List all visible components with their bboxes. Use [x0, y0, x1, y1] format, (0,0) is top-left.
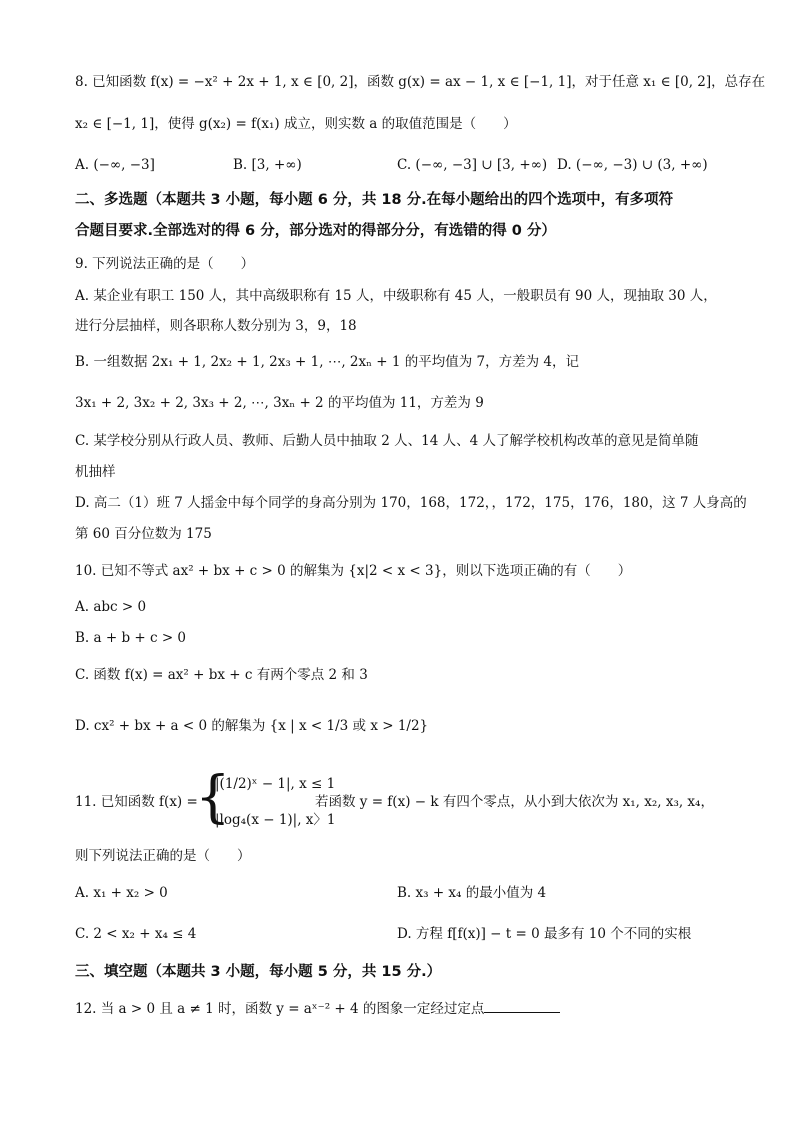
section2-heading-line2: 合题目要求.全部选对的得 6 分，部分选对的得部分分，有选错的得 0 分） [75, 223, 556, 239]
q9-stem: 9. 下列说法正确的是（ ） [75, 256, 255, 272]
q10-stem: 10. 已知不等式 ax² + bx + c > 0 的解集为 {x|2 < x < 3}，则以下选项正确的有（ ） [75, 563, 632, 579]
q11-option-a: A. x₁ + x₂ > 0 [75, 885, 168, 901]
q12-answer-blank [484, 998, 560, 1013]
q8-option-c: C. (−∞, −3] ∪ [3, +∞) [397, 157, 548, 173]
q11-suffix: 若函数 y = f(x) − k 有四个零点，从小到大依次为 x₁, x₂, x₃, x₄， [315, 794, 714, 810]
q9-option-a-line1: A. 某企业有职工 150 人，其中高级职称有 15 人，中级职称有 45 人，一般职员有 90 人，现抽取 30 人， [75, 288, 717, 304]
section3-heading: 三、填空题（本题共 3 小题，每小题 5 分，共 15 分.） [75, 964, 442, 980]
q9-option-c-line2: 机抽样 [75, 464, 116, 480]
q10-option-c: C. 函数 f(x) = ax² + bx + c 有两个零点 2 和 3 [75, 667, 368, 683]
q11-case-1: |(1/2)ˣ − 1|, x ≤ 1 [215, 776, 336, 792]
section2-heading-line1: 二、多选题（本题共 3 小题，每小题 6 分，共 18 分.在每小题给出的四个选项中，有多项符 [75, 192, 674, 208]
q8-line2: x₂ ∈ [−1, 1]，使得 g(x₂) = f(x₁) 成立，则实数 a 的取值范围是（ ） [75, 116, 517, 132]
q11-left-brace: { [195, 765, 231, 830]
q9-option-c-line1: C. 某学校分别从行政人员、教师、后勤人员中抽取 2 人、14 人、4 人了解学校机构改革的意见是简单随 [75, 433, 699, 449]
q8-option-b: B. [3, +∞) [233, 157, 302, 173]
q9-option-b-line2: 3x₁ + 2, 3x₂ + 2, 3x₃ + 2, ⋯, 3xₙ + 2 的平均值为 11，方差为 9 [75, 395, 484, 411]
q11-stem2: 则下列说法正确的是（ ） [75, 848, 251, 864]
q10-option-d: D. cx² + bx + a < 0 的解集为 {x | x < 1/3 或 x > 1/2} [75, 718, 429, 734]
q11-option-b: B. x₃ + x₄ 的最小值为 4 [397, 885, 547, 901]
q11-option-d: D. 方程 f[f(x)] − t = 0 最多有 10 个不同的实根 [397, 926, 692, 942]
q8-option-d: D. (−∞, −3) ∪ (3, +∞) [557, 157, 708, 173]
q9-option-a-line2: 进行分层抽样，则各职称人数分别为 3，9，18 [75, 318, 357, 334]
q9-option-b-line1: B. 一组数据 2x₁ + 1, 2x₂ + 1, 2x₃ + 1, ⋯, 2xₙ + 1 的平均值为 7，方差为 4，记 [75, 354, 579, 370]
q11-case-2: |log₄(x − 1)|, x〉1 [215, 812, 336, 828]
q11-prefix: 11. 已知函数 f(x) = [75, 794, 198, 810]
q10-option-a: A. abc > 0 [75, 599, 147, 615]
q12-line [75, 998, 724, 1019]
q8-line1: 8. 已知函数 f(x) = −x² + 2x + 1, x ∈ [0, 2]，函数 g(x) = ax − 1, x ∈ [−1, 1]，对于任意 x₁ ∈ [0, 2]，总存在 [75, 74, 766, 90]
q9-option-d-line2: 第 60 百分位数为 175 [75, 526, 212, 542]
q10-option-b: B. a + b + c > 0 [75, 630, 187, 646]
q11-option-c: C. 2 < x₂ + x₄ ≤ 4 [75, 926, 197, 942]
q8-option-a: A. (−∞, −3] [75, 157, 155, 173]
q12-text: 12. 当 a > 0 且 a ≠ 1 时，函数 y = aˣ⁻² + 4 的图象一定经过定点 [75, 1001, 485, 1017]
q9-option-d-line1: D. 高二（1）班 7 人揺金中每个同学的身高分别为 170，168，172，，172，175，176，180，这 7 人身高的 [75, 495, 747, 511]
